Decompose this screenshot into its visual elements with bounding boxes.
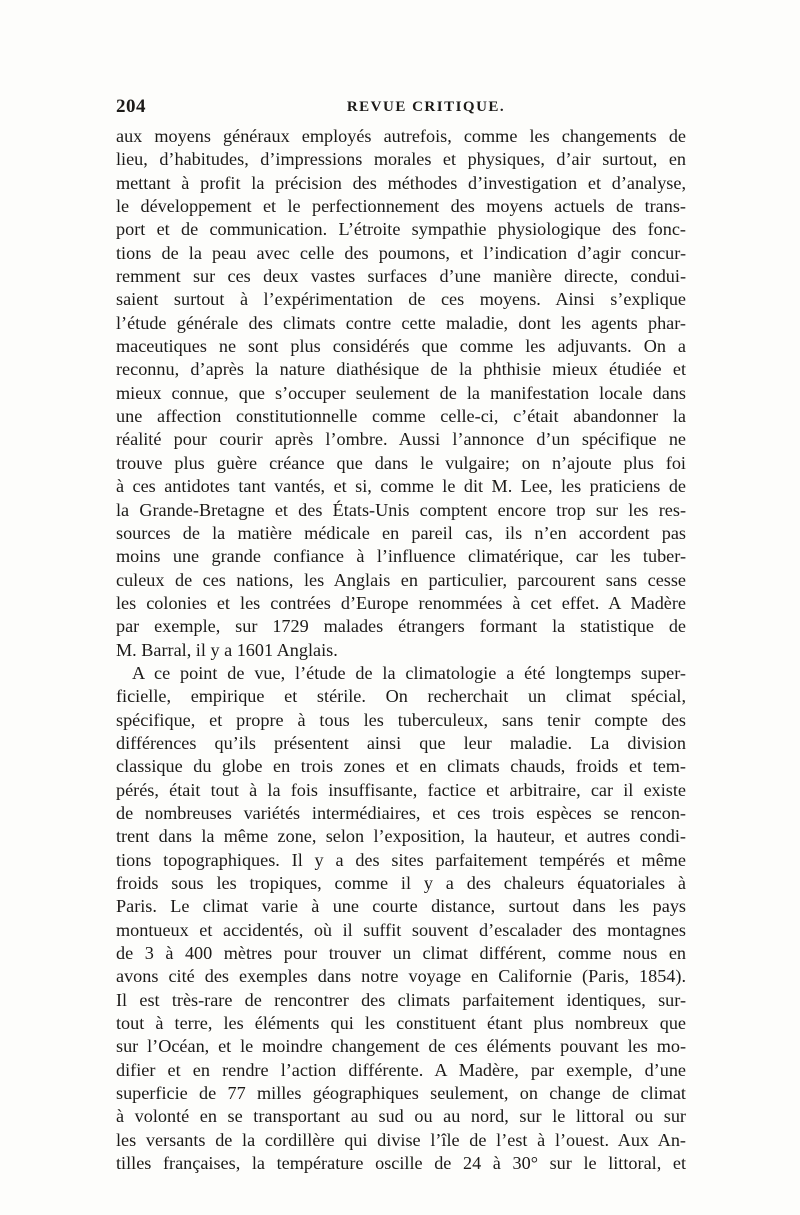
text-line: les colonies et les contrées d’Europe renommées à cet effet. A Madère <box>116 592 686 613</box>
text-line: tions topographiques. Il y a des sites parfaitement tempérés et même <box>116 849 686 870</box>
text-line: lieu, d’habitudes, d’impressions morales et physiques, d’air surtout, en <box>116 149 686 170</box>
text-line: pérés, était tout à la fois insuffisante, factice et arbitraire, car il existe <box>116 779 686 800</box>
text-line: tions de la peau avec celle des poumons, et l’indication d’agir concur- <box>116 242 686 263</box>
text-line: Il est très-rare de rencontrer des climats parfaitement identiques, sur- <box>116 989 686 1010</box>
paragraph-last-line: M. Barral, il y a 1601 Anglais. <box>116 639 338 660</box>
text-line: tilles françaises, la température oscille de 24 à 30° sur le littoral, et <box>116 1153 686 1174</box>
body-text <box>116 125 686 1175</box>
text-line: la Grande-Bretagne et des États-Unis comptent encore trop sur les res- <box>116 499 686 520</box>
text-line: sur l’Océan, et le moindre changement de ces éléments pouvant les mo- <box>116 1036 686 1057</box>
text-line: moins une grande confiance à l’influence climatérique, car les tuber- <box>116 546 686 567</box>
text-line: classique du globe en trois zones et en climats chauds, froids et tem- <box>116 756 686 777</box>
page-number: 204 <box>116 96 146 117</box>
text-line: trouve plus guère créance que dans le vulgaire; on n’ajoute plus foi <box>116 452 686 473</box>
text-line: différences qu’ils présentent ainsi que leur maladie. La division <box>116 732 686 753</box>
text-line: le développement et le perfectionnement des moyens actuels de trans- <box>116 196 686 217</box>
text-line: culeux de ces nations, les Anglais en particulier, parcourent sans cesse <box>116 569 686 590</box>
page-header <box>116 96 688 120</box>
text-line: l’étude générale des climats contre cette maladie, dont les agents phar- <box>116 312 686 333</box>
text-line: remment sur ces deux vastes surfaces d’une manière directe, condui- <box>116 266 686 287</box>
running-head: REVUE CRITIQUE. <box>346 99 506 115</box>
text-line: de nombreuses variétés intermédiaires, et ces trois espèces se rencon- <box>116 802 686 823</box>
text-line: froids sous les tropiques, comme il y a des chaleurs équatoriales à <box>116 873 686 893</box>
text-line: de 3 à 400 mètres pour trouver un climat différent, comme nous en <box>116 943 686 964</box>
text-line: sources de la matière médicale en pareil cas, ils n’en accordent pas <box>116 522 686 543</box>
text-line: par exemple, sur 1729 malades étrangers formant la statistique de <box>116 616 686 637</box>
text-line: les versants de la cordillère qui divise l’île de l’est à l’ouest. Aux An- <box>116 1129 686 1150</box>
text-line: aux moyens généraux employés autrefois, comme les changements de <box>116 126 686 146</box>
text-line: avons cité des exemples dans notre voyage en Californie (Paris, 1854). <box>116 966 686 987</box>
text-line: trent dans la même zone, selon l’exposition, la hauteur, et autres condi- <box>116 826 686 847</box>
text-line: une affection constitutionnelle comme celle-ci, c’était abandonner la <box>116 406 686 427</box>
text-line: saient surtout à l’expérimentation de ces moyens. Ainsi s’explique <box>116 289 686 310</box>
text-line: montueux et accidentés, où il suffit souvent d’escalader des montagnes <box>116 919 686 940</box>
text-line: à volonté en se transportant au sud ou au nord, sur le littoral ou sur <box>116 1106 686 1127</box>
text-line: superficie de 77 milles géographiques seulement, on change de climat <box>116 1083 686 1104</box>
text-line: Paris. Le climat varie à une courte distance, surtout dans les pays <box>116 896 686 917</box>
text-line: mettant à profit la précision des méthodes d’investigation et d’analyse, <box>116 172 686 193</box>
text-line: maceutiques ne sont plus considérés que comme les adjuvants. On a <box>116 336 686 357</box>
text-line: ficielle, empirique et stérile. On recherchait un climat spécial, <box>116 686 686 707</box>
text-line: port et de communication. L’étroite sympathie physiologique des fonc- <box>116 219 686 240</box>
text-line: difier et en rendre l’action différente. A Madère, par exemple, d’une <box>116 1059 686 1080</box>
paragraph-first-line: A ce point de vue, l’étude de la climatologie a été longtemps super- <box>132 662 686 683</box>
text-line: reconnu, d’après la nature diathésique de la phthisie mieux étudiée et <box>116 359 686 380</box>
text-line: tout à terre, les éléments qui les constituent étant plus nombreux que <box>116 1013 686 1034</box>
text-line: réalité pour courir après l’ombre. Aussi l’annonce d’un spécifique ne <box>116 429 686 450</box>
text-line: mieux connue, que s’occuper seulement de la manifestation locale dans <box>116 382 686 403</box>
text-line: spécifique, et propre à tous les tuberculeux, sans tenir compte des <box>116 709 686 730</box>
text-line: à ces antidotes tant vantés, et si, comme le dit M. Lee, les praticiens de <box>116 476 686 497</box>
